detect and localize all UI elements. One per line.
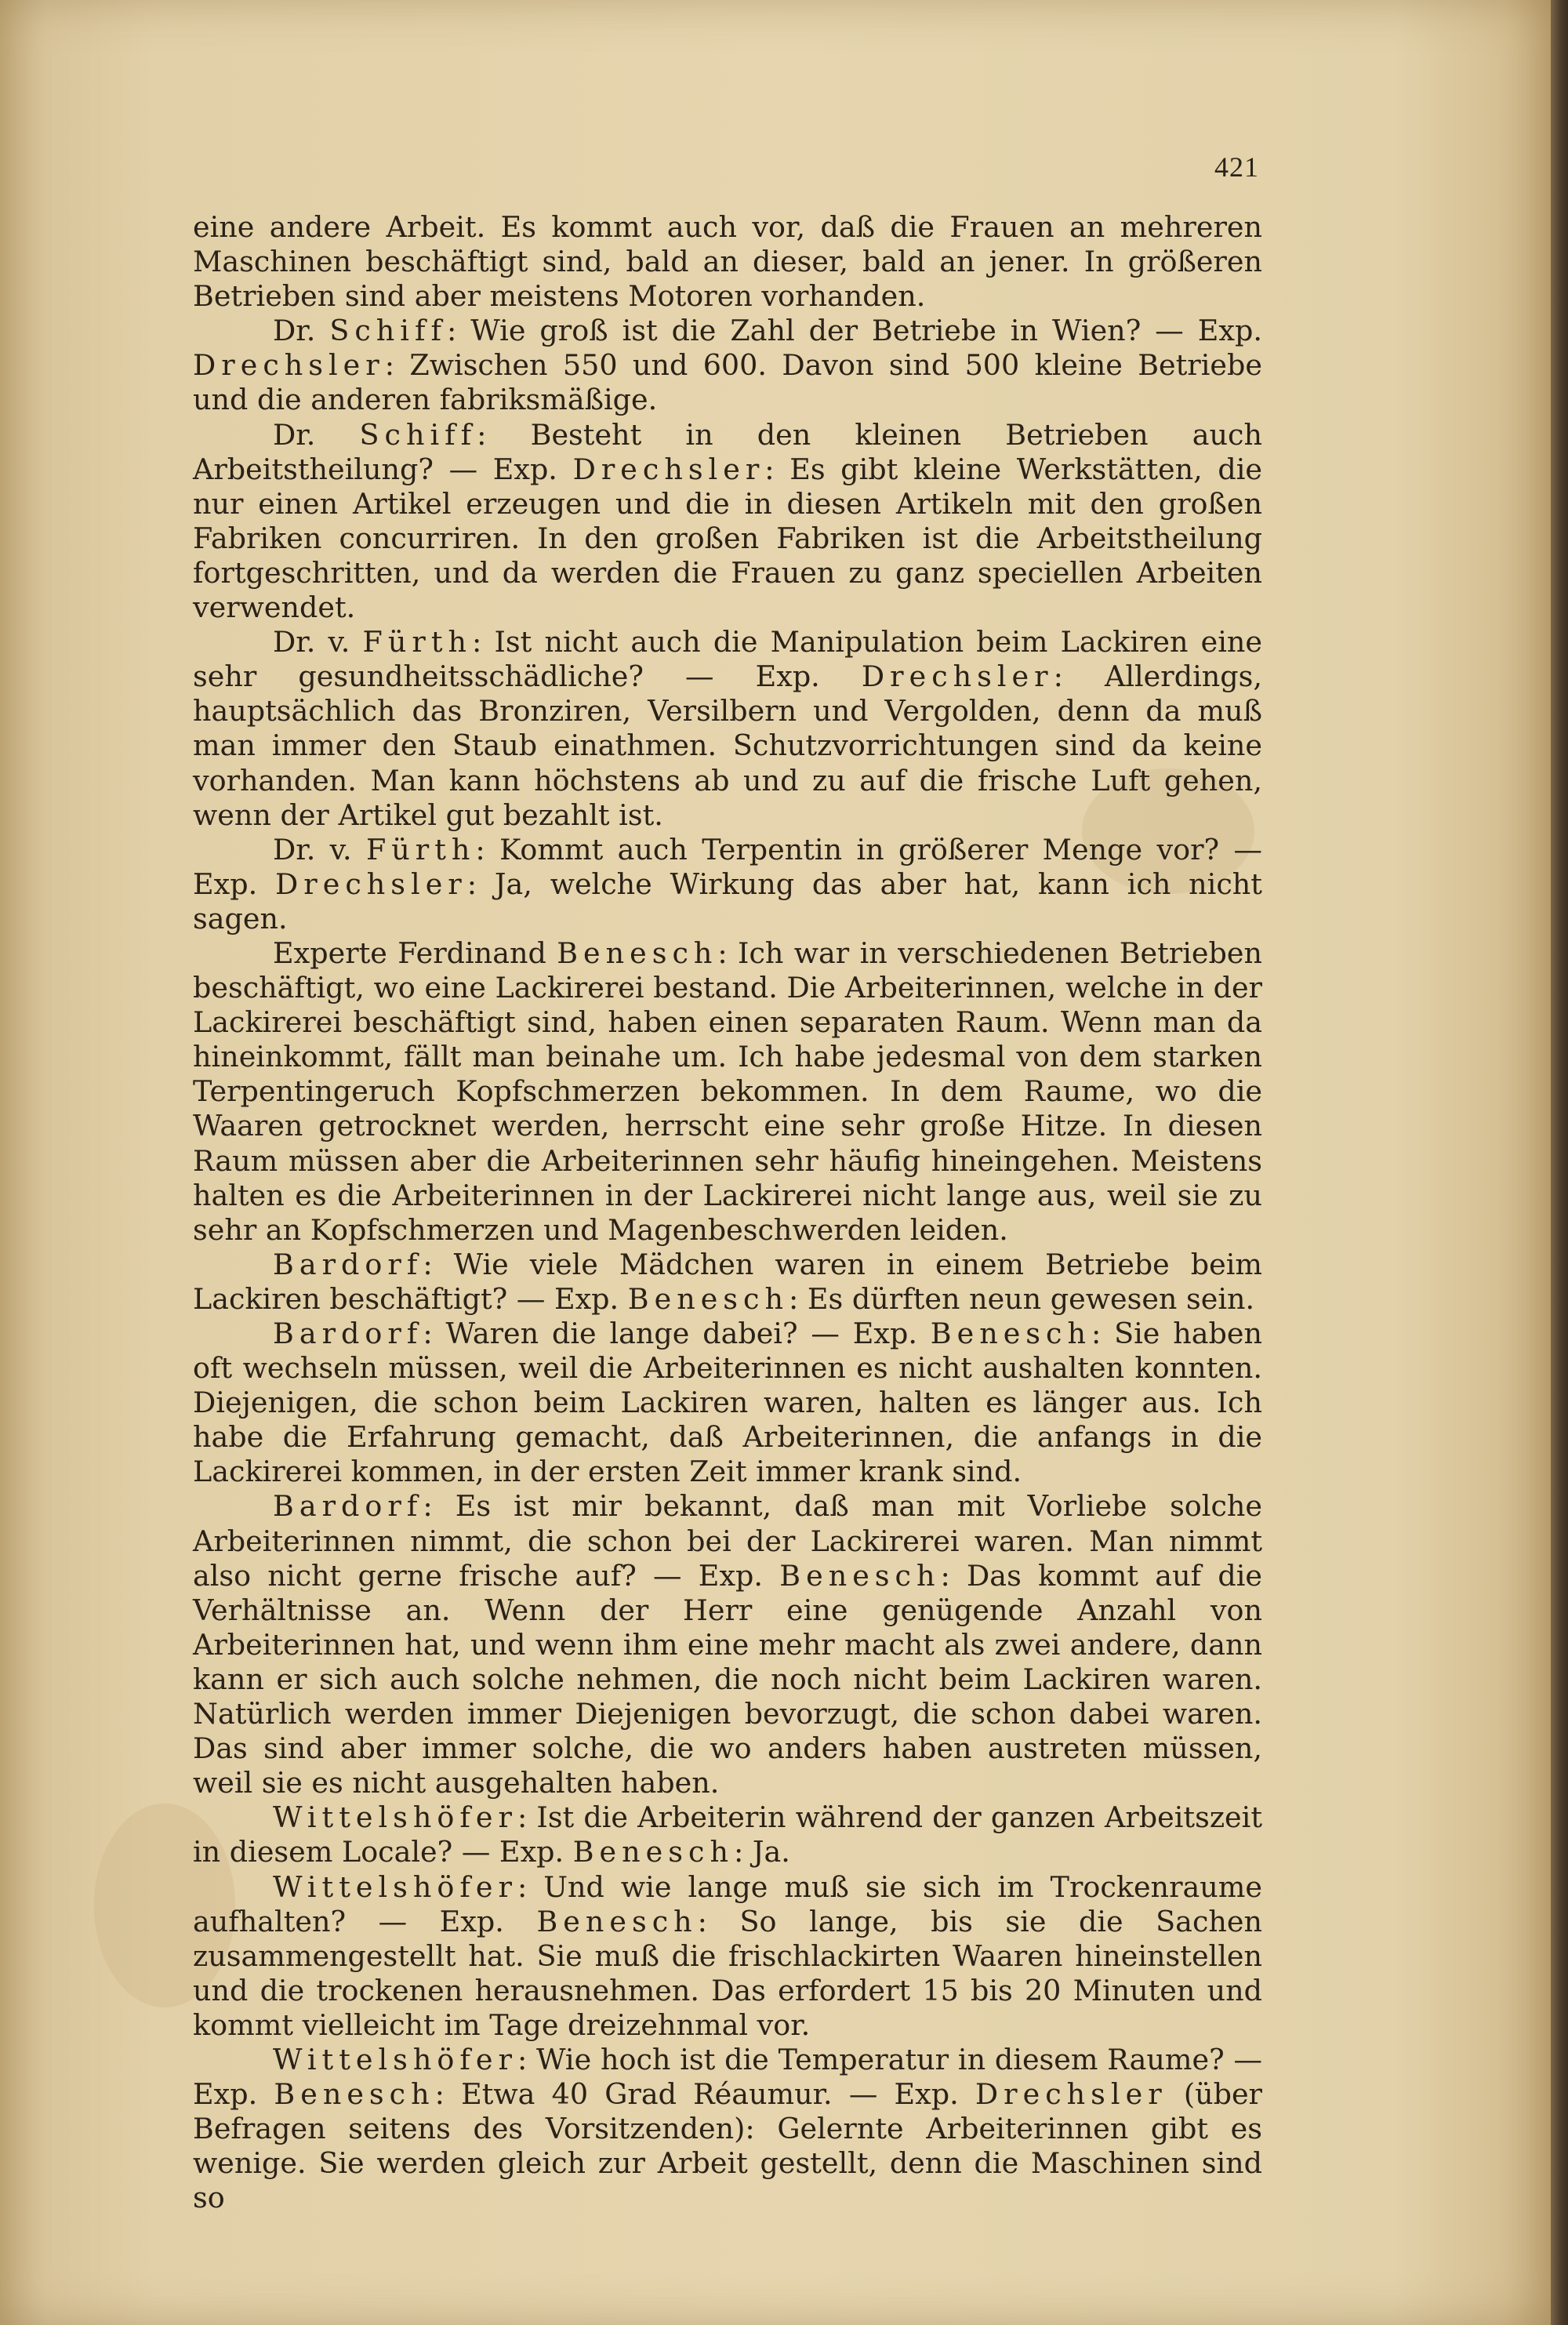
paragraph-text: : Das kommt auf die Verhältnisse an. Wenn der Herr eine genügende Anzahl von Arbeiterinnen hat, und wenn ihm eine mehr macht als zwei andere, dann kann er sich auch solche nehmen, die noch nicht beim Lackiren waren. Natürlich werden immer Diejenigen bevorzugt, die schon dabei waren. Das sind aber immer solche, die wo anders haben austreten müssen, weil sie es nicht ausgehalten haben.	[193, 1558, 1262, 1800]
paragraph-text: : Kommt auch Terpentin in größerer Menge vor? — Exp.	[193, 832, 1262, 901]
paragraph-text: : Waren die lange dabei? — Exp.	[423, 1317, 931, 1350]
paragraph-text: : Es gibt kleine Werkstätten, die nur einen Artikel erzeugen und die in diesen Artikeln mit den großen Fabriken concurriren. In den großen Fabriken ist die Arbeitstheilung fortgeschritten, und da werden die Frauen zu ganz speciellen Arbeiten verwendet.	[193, 452, 1262, 625]
paragraph	[193, 1317, 1262, 1489]
speaker-name: Wittelshöfer	[273, 1800, 517, 1835]
speaker-name: Bardorf	[273, 1489, 423, 1524]
speaker-name: Drechsler	[572, 452, 765, 486]
paragraph	[193, 314, 1262, 417]
speaker-name: Bardorf	[273, 1317, 423, 1350]
speaker-name: Drechsler	[193, 348, 385, 383]
page-number: 421	[1214, 151, 1259, 183]
paragraph-text: : Ist die Arbeiterin während der ganzen Arbeitszeit in diesem Locale? — Exp.	[193, 1800, 1262, 1869]
paragraph-text: : Und wie lange muß sie sich im Trockenraume aufhalten? — Exp.	[193, 1869, 1262, 1938]
paragraph	[193, 833, 1262, 936]
paragraph-text: : Ich war in verschiedenen Betrieben beschäftigt, wo eine Lackirerei bestand. Die Arbeiterinnen, welche in der Lackirerei beschäftigt sind, haben einen separaten Raum. Wenn man da hineinkommt, fällt man beinahe um. Ich habe jedesmal von dem starken Terpentingeruch Kopfschmerzen bekommen. In dem Raume, wo die Waaren getrocknet werden, herrscht eine sehr große Hitze. In diesen Raum müssen aber die Arbeiterinnen sehr häufig hineingehen. Meistens halten es die Arbeiterinnen in der Lackirerei nicht lange aus, weil sie zu sehr an Kopfschmerzen und Magenbeschwerden leiden.	[193, 935, 1262, 1247]
paragraph-text: : Wie hoch ist die Temperatur in diesem Raume? — Exp.	[193, 2042, 1262, 2112]
paragraph	[193, 1248, 1262, 1317]
paragraph-text: Dr. v.	[273, 625, 363, 659]
paragraph-text: : Es ist mir bekannt, daß man mit Vorliebe solche Arbeiterinnen nimmt, die schon bei der Lackirerei waren. Man nimmt also nicht gerne frische auf? — Exp.	[193, 1489, 1262, 1593]
speaker-name: Fürth	[365, 832, 476, 866]
speaker-name: Schiff	[359, 417, 477, 452]
paragraph	[193, 1870, 1262, 2043]
paragraph	[193, 2043, 1262, 2215]
speaker-name: Benesch	[930, 1317, 1091, 1350]
speaker-name: Benesch	[536, 1904, 698, 1938]
paragraph-text: : Besteht in den kleinen Betrieben auch Arbeitstheilung? — Exp.	[193, 417, 1262, 486]
paragraph-text: : Zwischen 550 und 600. Davon sind 500 kleine Betriebe und die anderen fabriksmäßige.	[193, 348, 1262, 417]
paragraph-text: Dr.	[273, 417, 360, 452]
paragraph-text: : Etwa 40 Grad Réaumur. — Exp.	[434, 2077, 975, 2112]
speaker-name: Schiff	[329, 314, 447, 348]
paragraph-text: : Es dürften neun gewesen sein.	[788, 1281, 1255, 1316]
speaker-name: Wittelshöfer	[273, 2042, 517, 2076]
paragraph-text: : Sie haben oft wechseln müssen, weil die Arbeiterinnen es nicht aushalten konnten. Diejenigen, die schon beim Lackiren waren, halten es länger aus. Ich habe die Erfahrung gemacht, daß Arbeiterinnen, die anfangs in die Lackirerei kommen, in der ersten Zeit immer krank sind.	[193, 1317, 1262, 1489]
body-text	[193, 210, 1262, 2215]
speaker-name: Drechsler	[275, 866, 467, 901]
paragraph-text: : So lange, bis sie die Sachen zusammengestellt hat. Sie muß die frischlackirten Waaren hineinstellen und die trockenen herausnehmen. Das erfordert 15 bis 20 Minuten und kommt vielleicht im Tage dreizehnmal vor.	[193, 1904, 1263, 2042]
paragraph	[193, 625, 1262, 833]
paragraph-text: eine andere Arbeit. Es kommt auch vor, daß die Frauen an mehreren Maschinen beschäftigt sind, bald an dieser, bald an jener. In größeren Betrieben sind aber meistens Motoren vorhanden.	[193, 210, 1262, 314]
paragraph-text: : Wie viele Mädchen waren in einem Betriebe beim Lackiren beschäftigt? — Exp.	[193, 1247, 1262, 1316]
paragraph	[193, 936, 1262, 1248]
paragraph-text: Dr.	[273, 314, 330, 348]
paragraph-text: Experte Ferdinand	[273, 935, 557, 970]
paragraph	[193, 1800, 1262, 1869]
paragraph	[193, 1489, 1262, 1800]
speaker-name: Benesch	[627, 1281, 789, 1316]
paragraph-text: : Allerdings, hauptsächlich das Bronziren, Versilbern und Vergolden, denn da muß man immer den Staub einathmen. Schutzvorrichtungen sind da keine vorhanden. Man kann höchstens ab und zu auf die frische Luft gehen, wenn der Artikel gut bezahlt ist.	[193, 659, 1262, 832]
page-edge	[1551, 0, 1568, 2325]
speaker-name: Benesch	[779, 1558, 941, 1593]
paragraph	[193, 418, 1262, 626]
speaker-name: Benesch	[572, 1835, 734, 1869]
speaker-name: Drechsler	[975, 2077, 1167, 2112]
paragraph-text: (über Befragen seitens des Vorsitzenden): Gelernte Arbeiterinnen gibt es wenige. Sie werden gleich zur Arbeit gestellt, denn die Maschinen sind so	[193, 2077, 1262, 2215]
paragraph-text: : Wie groß ist die Zahl der Betriebe in Wien? — Exp.	[446, 314, 1262, 348]
speaker-name: Benesch	[557, 935, 718, 970]
paragraph-text: : Ja.	[733, 1835, 790, 1869]
speaker-name: Wittelshöfer	[273, 1869, 517, 1904]
paragraph	[193, 210, 1262, 314]
speaker-name: Benesch	[274, 2077, 435, 2112]
paragraph-text: Dr. v.	[273, 832, 366, 866]
speaker-name: Bardorf	[273, 1247, 423, 1281]
speaker-name: Fürth	[362, 625, 473, 659]
paragraph-text: : Ja, welche Wirkung das aber hat, kann ich nicht sagen.	[193, 866, 1262, 935]
paragraph-text: : Ist nicht auch die Manipulation beim Lackiren eine sehr gesundheitsschädliche? — Exp.	[193, 625, 1262, 694]
speaker-name: Drechsler	[861, 659, 1054, 694]
